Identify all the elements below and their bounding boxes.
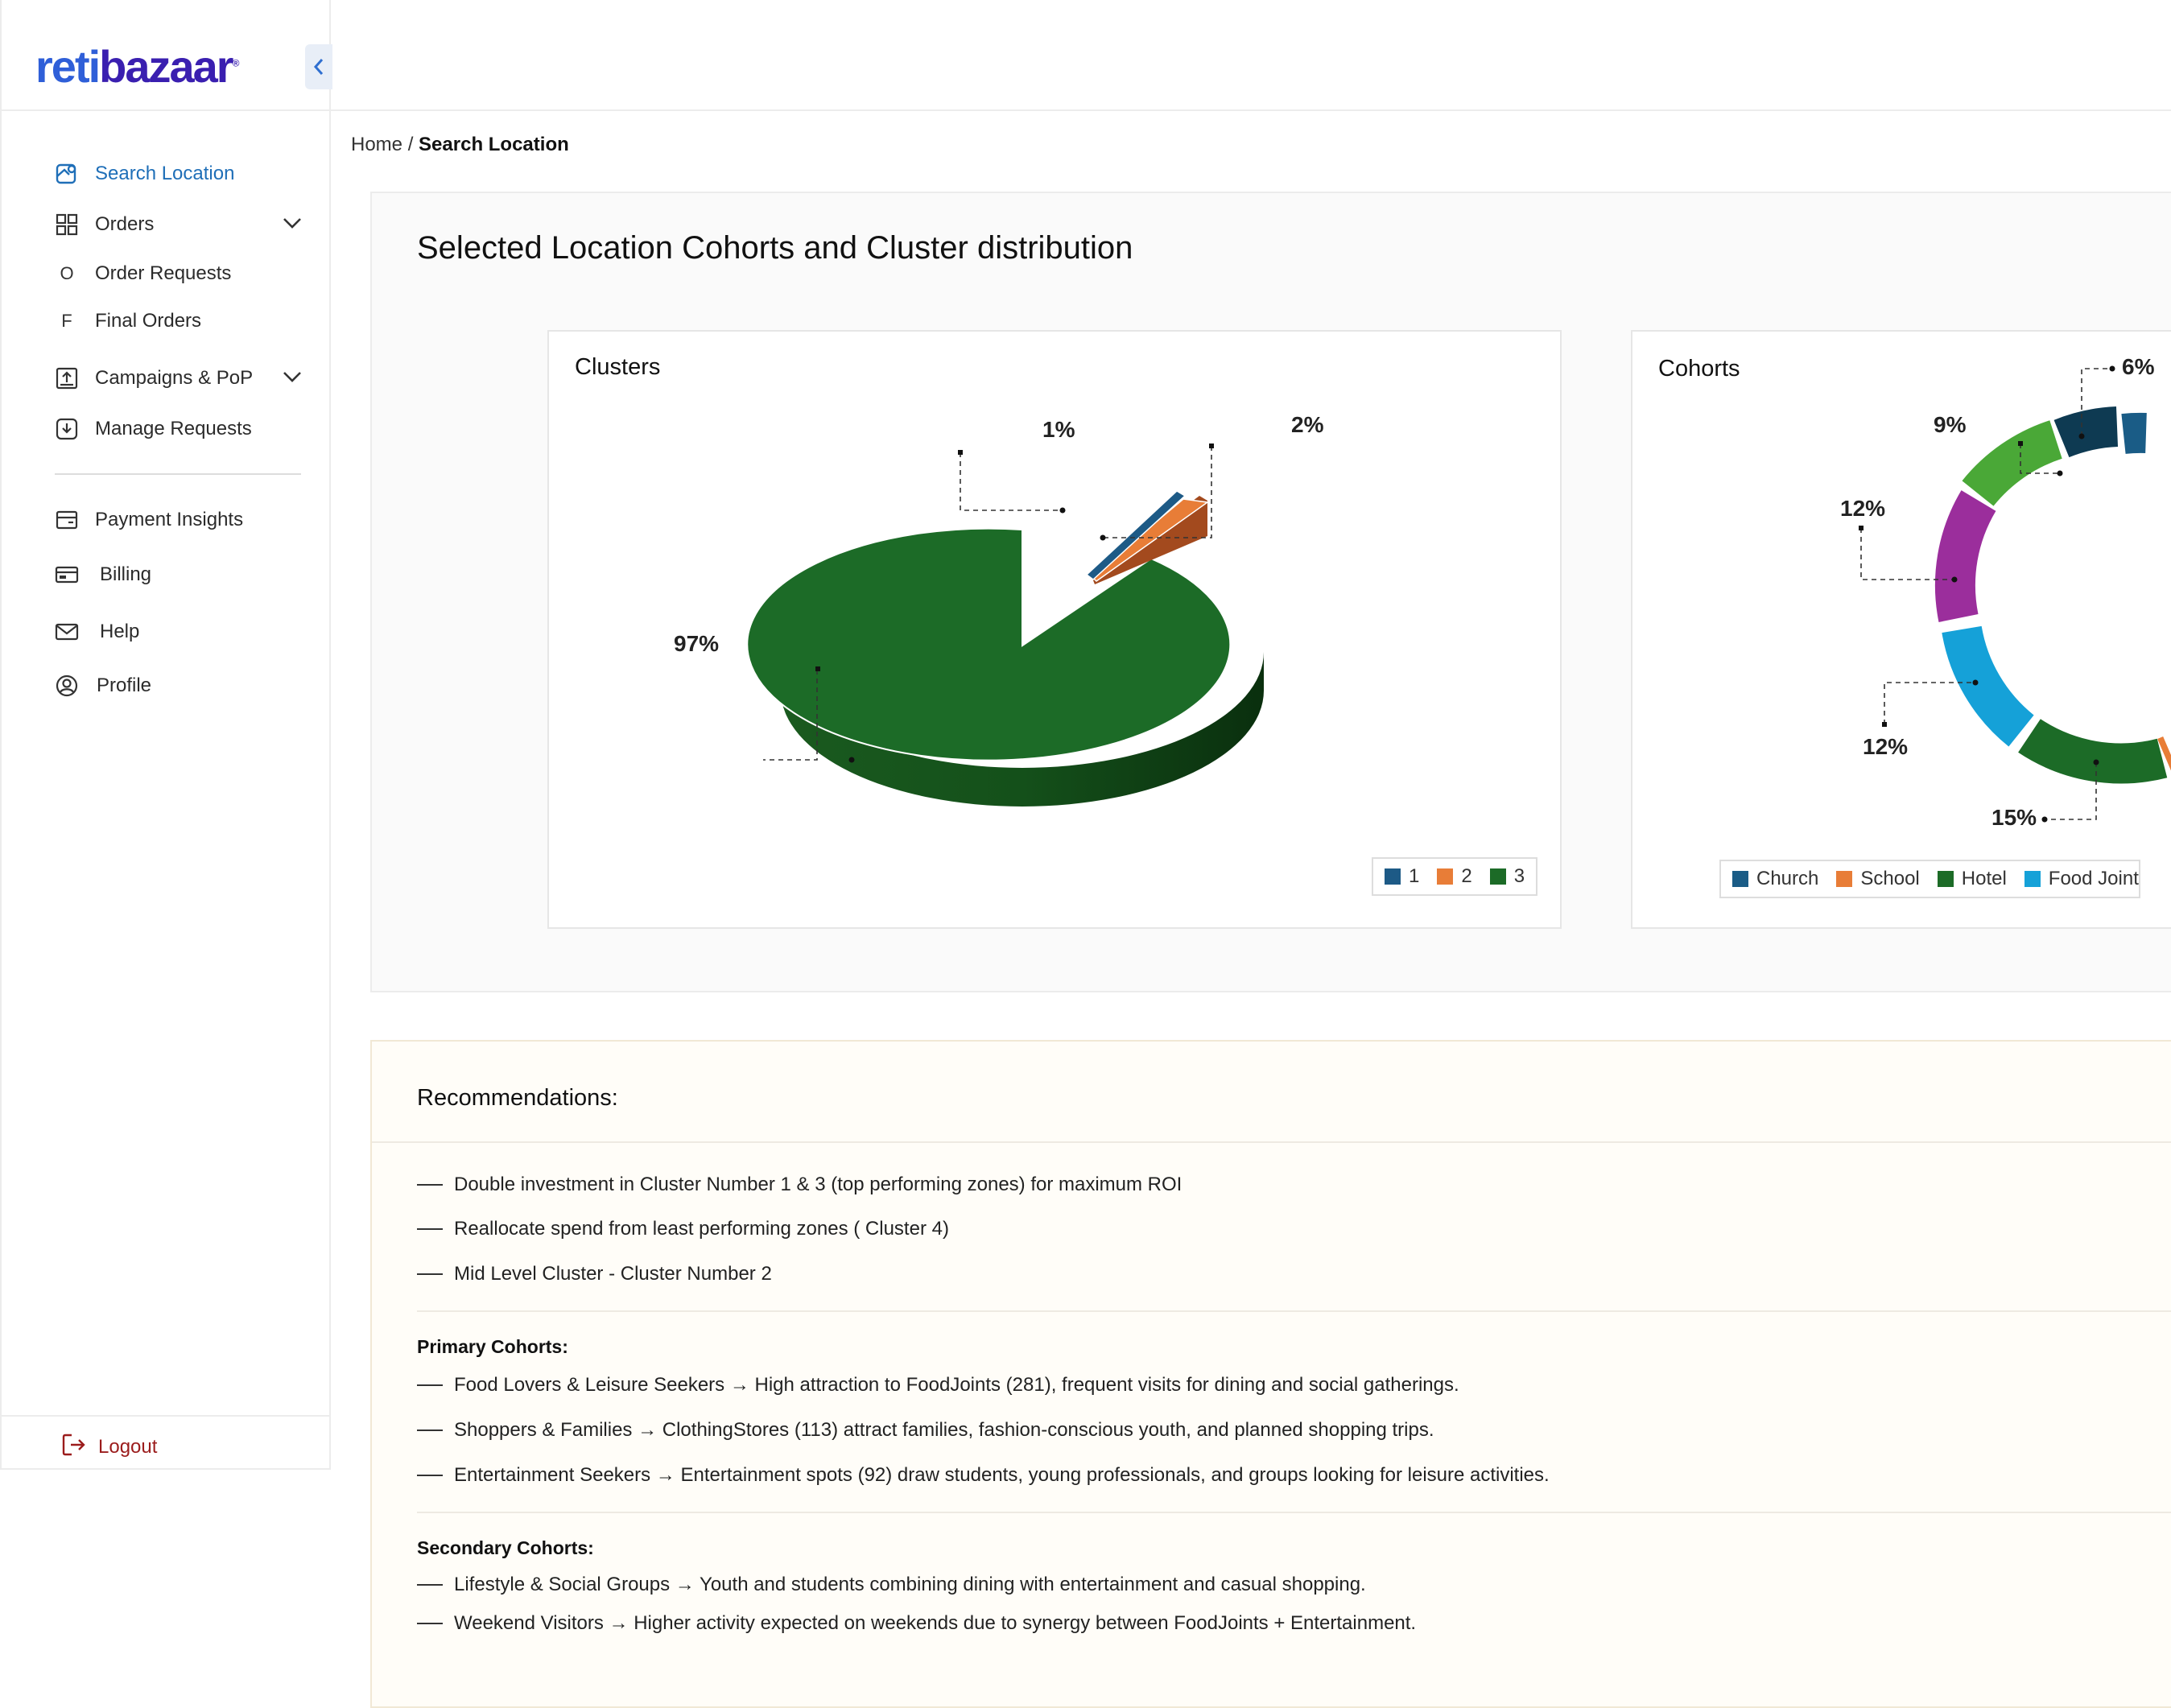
grid-icon	[53, 211, 80, 238]
secondary-cohort-text: Lifestyle & Social Groups → Youth and students combining dining with entertainment and casual shopping.	[454, 1574, 1366, 1595]
sidebar-item-label: Profile	[97, 675, 152, 696]
nav-divider	[55, 473, 301, 475]
recommendation-text: Mid Level Cluster - Cluster Number 2	[454, 1263, 772, 1285]
sidebar-item-label: Final Orders	[95, 310, 202, 332]
cluster-2-percent-label: 2%	[1291, 412, 1324, 437]
download-box-icon	[53, 415, 80, 443]
sidebar-item-orders[interactable]	[53, 208, 311, 241]
sidebar-item-campaigns[interactable]	[53, 362, 311, 394]
secondary-cohorts-heading: Secondary Cohorts:	[417, 1537, 594, 1558]
sidebar-item-billing[interactable]	[53, 559, 151, 591]
recommendation-item	[417, 1174, 1182, 1196]
leader-dot	[1973, 680, 1979, 686]
legend-swatch	[1490, 868, 1506, 885]
primary-cohort-item	[417, 1374, 1459, 1397]
legend-item-2[interactable]	[1437, 865, 1471, 888]
leader-dot	[1100, 535, 1106, 541]
primary-cohort-text: Entertainment Seekers → Entertainment spots (92) draw students, young professionals, and groups looking for leisure activities.	[454, 1464, 1550, 1486]
breadcrumb-separator: /	[402, 134, 419, 155]
chevron-down-icon[interactable]	[282, 370, 303, 387]
legend-item-food-joint[interactable]	[2024, 868, 2139, 890]
sidebar-item-order-requests[interactable]	[53, 258, 231, 290]
cohort-percent-label-12a: 12%	[1840, 496, 1886, 521]
legend-item-3[interactable]	[1490, 865, 1525, 888]
top-bar	[331, 0, 2171, 111]
upload-box-icon	[53, 365, 80, 392]
recommendations-title: Recommendations:	[417, 1085, 618, 1111]
cluster-3-slice[interactable]	[747, 529, 1230, 761]
leader-dot	[2057, 471, 2063, 477]
leader-dot	[815, 666, 820, 671]
leader-dot	[1859, 526, 1864, 530]
leader-dot	[1209, 444, 1214, 448]
dash-icon	[417, 1623, 443, 1624]
primary-cohort-text: Shoppers & Families → ClothingStores (113) attract families, fashion-conscious youth, and planned shopping trips.	[454, 1419, 1434, 1441]
sidebar-item-label: Search Location	[95, 163, 235, 184]
breadcrumb	[351, 134, 569, 156]
legend-swatch	[2024, 871, 2041, 887]
wallet-icon	[53, 506, 80, 534]
map-icon	[53, 160, 80, 188]
sidebar-item-label: Manage Requests	[95, 418, 252, 439]
logout-button[interactable]	[61, 1433, 157, 1461]
cohorts-chart-title: Cohorts	[1658, 356, 1740, 382]
legend-label: 3	[1513, 865, 1525, 887]
legend-swatch	[1938, 871, 1954, 887]
leader-dot	[958, 450, 963, 455]
recommendation-item	[417, 1263, 772, 1285]
sidebar-item-final-orders[interactable]	[53, 305, 201, 337]
section-divider	[417, 1512, 2171, 1513]
sidebar-item-label: Billing	[100, 563, 152, 585]
sidebar-item-label: Payment Insights	[95, 509, 244, 530]
cohort-school-segment[interactable]	[2165, 755, 2171, 757]
logout-area	[2, 1415, 329, 1468]
legend-swatch	[1437, 868, 1453, 885]
leader-dot	[1060, 508, 1066, 514]
legend-label: Food Joint	[2048, 868, 2139, 889]
dash-icon	[417, 1475, 443, 1476]
legend-item-church[interactable]	[1732, 868, 1818, 890]
recommendations-divider	[372, 1141, 2171, 1143]
page-title: Selected Location Cohorts and Cluster distribution	[417, 230, 1133, 266]
legend-item-hotel[interactable]	[1938, 868, 2007, 890]
cohort-hotel-segment[interactable]	[2029, 736, 2162, 763]
leader-dot	[2018, 441, 2023, 446]
legend-label: 2	[1461, 865, 1472, 887]
logo-area	[2, 0, 329, 111]
logout-icon	[61, 1433, 87, 1461]
cohort-percent-label-15: 15%	[1991, 805, 2037, 830]
sidebar-item-manage-requests[interactable]	[53, 413, 252, 445]
legend-label: Church	[1756, 868, 1819, 889]
cluster-1-percent-label: 1%	[1042, 417, 1075, 442]
letter-f-icon: F	[61, 311, 72, 331]
chevron-down-icon[interactable]	[282, 217, 303, 233]
logo-text-part1: reti	[35, 41, 100, 92]
breadcrumb-current: Search Location	[419, 134, 569, 155]
sidebar-item-label: Order Requests	[95, 262, 232, 284]
legend-item-school[interactable]	[1836, 868, 1919, 890]
cohort-food-joint-segment[interactable]	[1962, 629, 2021, 731]
sidebar	[0, 0, 331, 1470]
cohort-percent-label-6: 6%	[2122, 354, 2155, 379]
sidebar-item-search-location[interactable]	[53, 158, 234, 190]
secondary-cohort-item	[417, 1574, 1366, 1596]
primary-cohorts-heading: Primary Cohorts:	[417, 1336, 568, 1357]
logo-mark: ®	[232, 57, 238, 69]
cohort-green-segment[interactable]	[1978, 439, 2056, 493]
logo[interactable]	[35, 40, 237, 93]
secondary-cohort-item	[417, 1612, 1416, 1635]
chevron-left-icon	[312, 57, 325, 76]
card-icon	[53, 561, 80, 588]
dash-icon	[417, 1273, 443, 1275]
leader-dot	[1882, 722, 1887, 727]
cohort-percent-label-12b: 12%	[1863, 734, 1909, 759]
legend-label: Hotel	[1961, 868, 2007, 889]
cohort-dark-segment[interactable]	[2062, 427, 2117, 439]
leader-dot	[849, 757, 855, 763]
cohort-church-segment[interactable]	[2124, 433, 2146, 434]
dash-icon	[417, 1228, 443, 1230]
leader-dot	[2079, 434, 2085, 439]
legend-item-1[interactable]	[1385, 865, 1419, 888]
dash-icon	[417, 1584, 443, 1586]
section-divider	[417, 1310, 2171, 1312]
legend-swatch	[1836, 871, 1852, 887]
cohort-purple-segment[interactable]	[1955, 501, 1979, 618]
leader-dot	[1952, 577, 1958, 583]
legend-swatch	[1732, 871, 1748, 887]
legend-label: 1	[1409, 865, 1420, 887]
cohorts-donut-chart[interactable]	[1631, 330, 2171, 929]
logo-text-part2: bazaar	[99, 41, 233, 92]
user-circle-icon	[53, 672, 80, 699]
recommendation-text: Reallocate spend from least performing zones ( Cluster 4)	[454, 1218, 949, 1240]
sidebar-item-profile[interactable]	[53, 670, 151, 702]
leader-dot	[2094, 760, 2099, 765]
recommendation-item	[417, 1218, 949, 1240]
primary-cohort-text: Food Lovers & Leisure Seekers → High attraction to FoodJoints (281), frequent visits for dining and social gatherings.	[454, 1374, 1459, 1396]
legend-swatch	[1385, 868, 1401, 885]
leader-dot	[2042, 817, 2048, 823]
cohorts-legend	[1719, 860, 2140, 898]
mail-icon	[53, 618, 80, 646]
leader-line-1	[960, 452, 1063, 510]
logout-label: Logout	[98, 1435, 158, 1458]
dash-icon	[417, 1384, 443, 1386]
cohort-percent-label-9: 9%	[1934, 412, 1967, 437]
sidebar-item-label: Help	[100, 621, 140, 642]
secondary-cohort-text: Weekend Visitors → Higher activity expected on weekends due to synergy between FoodJoints + Entertainment.	[454, 1612, 1417, 1634]
sidebar-item-label: Orders	[95, 213, 155, 235]
breadcrumb-home[interactable]: Home	[351, 134, 403, 155]
sidebar-item-payment-insights[interactable]	[53, 504, 243, 536]
dash-icon	[417, 1184, 443, 1186]
clusters-chart-title: Clusters	[575, 354, 661, 380]
cluster-3-percent-label: 97%	[674, 631, 720, 656]
dash-icon	[417, 1430, 443, 1431]
sidebar-item-help[interactable]	[53, 616, 139, 648]
sidebar-item-label: Campaigns & PoP	[95, 367, 254, 389]
legend-label: School	[1860, 868, 1920, 889]
letter-o-icon: O	[60, 263, 74, 283]
clusters-legend	[1372, 857, 1537, 896]
primary-cohort-item	[417, 1419, 1434, 1442]
recommendation-text: Double investment in Cluster Number 1 & 3 (top performing zones) for maximum ROI	[454, 1174, 1182, 1195]
leader-dot	[2110, 366, 2115, 372]
sidebar-collapse-button[interactable]	[305, 44, 332, 89]
primary-cohort-item	[417, 1464, 1550, 1487]
